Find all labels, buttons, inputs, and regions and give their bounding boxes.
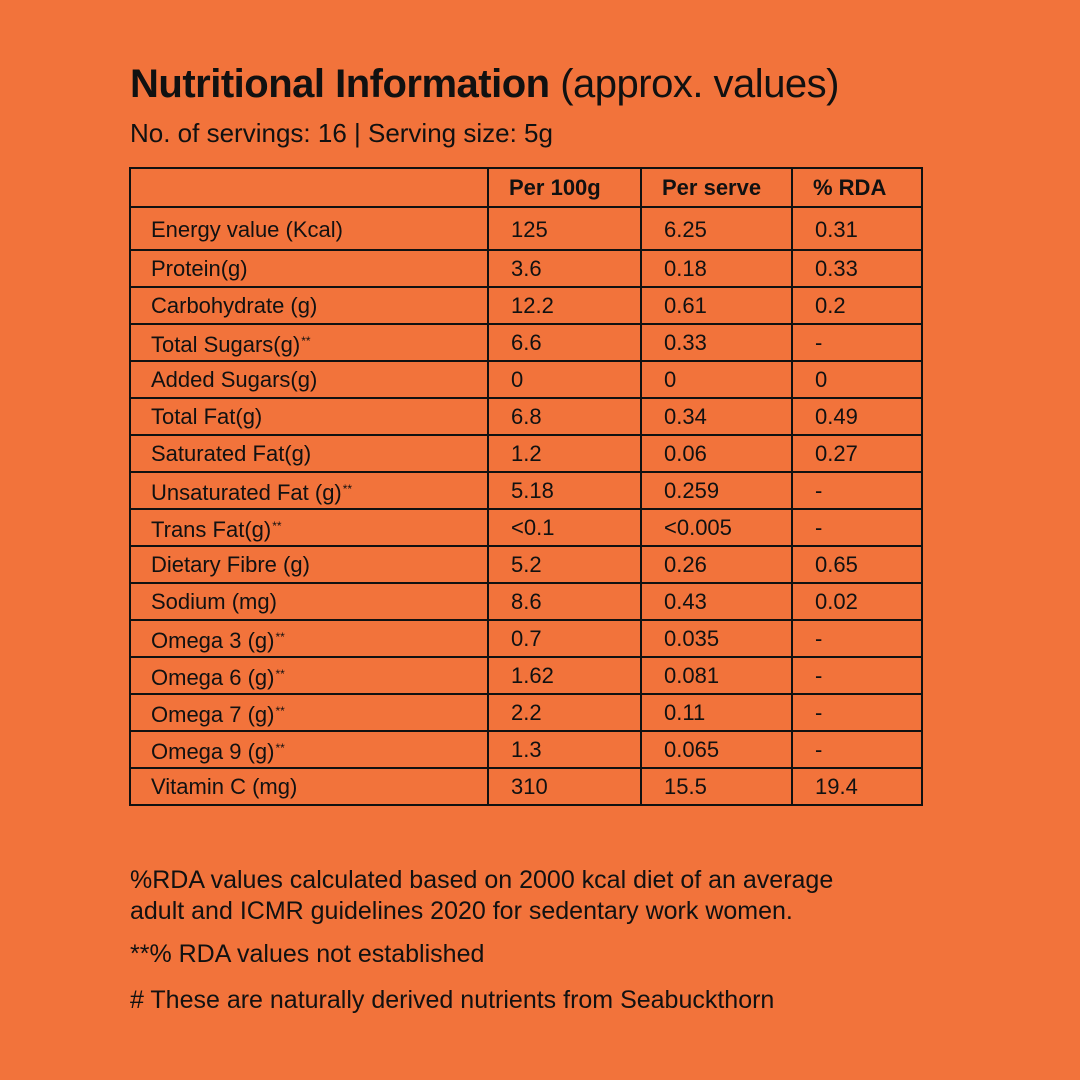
value-per-100g: 310: [488, 768, 641, 805]
nutrient-label: Carbohydrate (g): [151, 292, 318, 318]
nutrient-label: Added Sugars(g): [151, 366, 318, 392]
nutrient-name: [130, 620, 488, 657]
value-per-100g: 1.62: [488, 657, 641, 694]
table-row: [130, 768, 922, 805]
page-title: [130, 60, 839, 108]
nutrient-name: [130, 250, 488, 287]
value-per-100g: 0.7: [488, 620, 641, 657]
value-per-serve: 0.11: [641, 694, 792, 731]
rda-note-line2: adult and ICMR guidelines 2020 for sedentary work women.: [130, 897, 793, 925]
nutrient-name: [130, 207, 488, 250]
value-per-100g: 2.2: [488, 694, 641, 731]
nutrient-name: [130, 694, 488, 731]
value-per-100g: 6.8: [488, 398, 641, 435]
table-row: [130, 509, 922, 546]
natural-nutrients-note: # These are naturally derived nutrients from Seabuckthorn: [130, 986, 775, 1014]
table-row: [130, 620, 922, 657]
value-per-serve: 0.081: [641, 657, 792, 694]
nutrient-name: [130, 398, 488, 435]
nutrient-label: Total Fat(g): [151, 403, 263, 429]
value-per-serve: 0.065: [641, 731, 792, 768]
nutrient-label: Saturated Fat(g): [151, 440, 312, 466]
rda-note: [130, 865, 833, 927]
value-per-serve: 0.26: [641, 546, 792, 583]
value-per-100g: 1.2: [488, 435, 641, 472]
nutrient-name: [130, 361, 488, 398]
value-rda: -: [792, 324, 922, 361]
value-per-serve: 0.259: [641, 472, 792, 509]
value-rda: 0.49: [792, 398, 922, 435]
rda-not-established-mark: **: [275, 629, 285, 644]
nutrient-name: [130, 324, 488, 361]
nutrient-name: [130, 546, 488, 583]
nutrient-label: Unsaturated Fat (g): [151, 479, 342, 505]
nutrient-label: Sodium (mg): [151, 588, 277, 614]
table-row: [130, 324, 922, 361]
title-main: Nutritional Information: [130, 62, 550, 106]
rda-not-established-mark: **: [272, 518, 282, 533]
rda-not-established-mark: **: [301, 333, 311, 348]
value-rda: 0.02: [792, 583, 922, 620]
value-per-serve: 0: [641, 361, 792, 398]
nutrient-label: Omega 9 (g): [151, 738, 275, 764]
table-row: [130, 287, 922, 324]
serving-info: No. of servings: 16 | Serving size: 5g: [130, 118, 553, 148]
nutrient-name: [130, 768, 488, 805]
value-rda: 0.27: [792, 435, 922, 472]
nutrient-name: [130, 472, 488, 509]
value-rda: 0.2: [792, 287, 922, 324]
nutrient-name: [130, 731, 488, 768]
value-per-serve: <0.005: [641, 509, 792, 546]
value-per-serve: 0.18: [641, 250, 792, 287]
value-per-100g: 12.2: [488, 287, 641, 324]
table-row: [130, 398, 922, 435]
nutrient-label: Total Sugars(g): [151, 331, 301, 357]
value-rda: -: [792, 657, 922, 694]
nutrient-name: [130, 287, 488, 324]
value-rda: -: [792, 694, 922, 731]
value-per-100g: 5.18: [488, 472, 641, 509]
value-rda: 0: [792, 361, 922, 398]
value-per-serve: 6.25: [641, 207, 792, 250]
value-per-serve: 0.06: [641, 435, 792, 472]
table-row: [130, 207, 922, 250]
table-body: [130, 207, 922, 805]
value-rda: 0.65: [792, 546, 922, 583]
value-per-100g: 3.6: [488, 250, 641, 287]
nutrient-label: Omega 7 (g): [151, 701, 275, 727]
table-row: [130, 694, 922, 731]
value-rda: -: [792, 620, 922, 657]
nutrient-name: [130, 509, 488, 546]
value-per-serve: 0.61: [641, 287, 792, 324]
value-rda: 0.33: [792, 250, 922, 287]
nutrient-label: Dietary Fibre (g): [151, 551, 310, 577]
title-qualifier: (approx. values): [560, 62, 839, 106]
header-row: [130, 168, 922, 207]
value-per-100g: 8.6: [488, 583, 641, 620]
table-row: [130, 731, 922, 768]
value-per-100g: 0: [488, 361, 641, 398]
value-rda: 0.31: [792, 207, 922, 250]
table-row: [130, 657, 922, 694]
nutrition-table: [129, 167, 923, 806]
header-rda: % RDA: [792, 168, 922, 207]
value-per-100g: 125: [488, 207, 641, 250]
value-per-serve: 0.43: [641, 583, 792, 620]
table-row: [130, 546, 922, 583]
header-nutrient: [130, 168, 488, 207]
nutrient-label: Vitamin C (mg): [151, 773, 298, 799]
table-header: [130, 168, 922, 207]
value-rda: -: [792, 731, 922, 768]
nutrient-label: Omega 3 (g): [151, 627, 275, 653]
table-row: [130, 583, 922, 620]
table-row: [130, 472, 922, 509]
table-row: [130, 435, 922, 472]
rda-not-established-mark: **: [275, 740, 285, 755]
value-rda: 19.4: [792, 768, 922, 805]
rda-not-established-mark: **: [275, 666, 285, 681]
value-per-serve: 15.5: [641, 768, 792, 805]
rda-not-established-mark: **: [275, 703, 285, 718]
rda-note-line1: %RDA values calculated based on 2000 kcal diet of an average: [130, 866, 834, 894]
value-per-100g: 1.3: [488, 731, 641, 768]
value-per-serve: 0.33: [641, 324, 792, 361]
nutrient-label: Omega 6 (g): [151, 664, 275, 690]
value-per-100g: 6.6: [488, 324, 641, 361]
nutrient-label: Protein(g): [151, 255, 248, 281]
not-established-note: **% RDA values not established: [130, 940, 485, 968]
value-per-100g: <0.1: [488, 509, 641, 546]
value-per-serve: 0.035: [641, 620, 792, 657]
nutrient-name: [130, 657, 488, 694]
table-row: [130, 250, 922, 287]
rda-not-established-mark: **: [342, 481, 353, 496]
value-per-serve: 0.34: [641, 398, 792, 435]
table-row: [130, 361, 922, 398]
value-per-100g: 5.2: [488, 546, 641, 583]
nutrient-label: Energy value (Kcal): [151, 217, 343, 242]
header-per-100g: Per 100g: [488, 168, 641, 207]
nutrient-name: [130, 435, 488, 472]
value-rda: -: [792, 472, 922, 509]
value-rda: -: [792, 509, 922, 546]
nutrient-name: [130, 583, 488, 620]
header-per-serve: Per serve: [641, 168, 792, 207]
nutrient-label: Trans Fat(g): [151, 516, 272, 542]
